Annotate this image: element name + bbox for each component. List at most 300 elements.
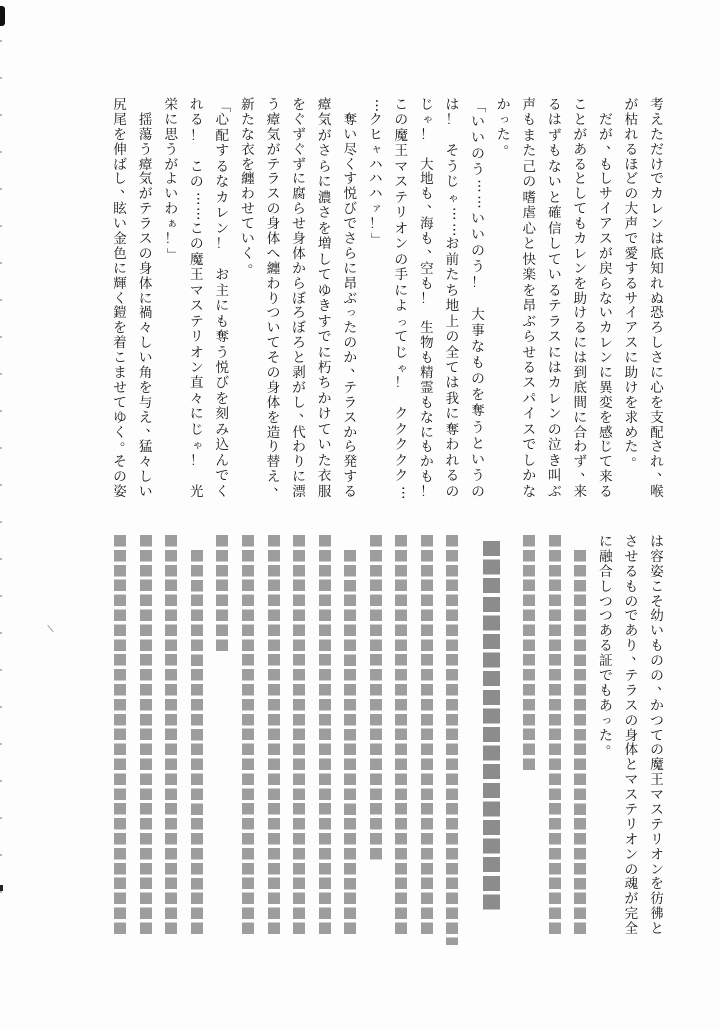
glyph: … — [474, 195, 491, 210]
glyph: 心 — [522, 220, 536, 237]
redacted-text-column — [242, 535, 254, 937]
glyph: さ — [317, 143, 332, 160]
glyph: 。 — [605, 736, 620, 753]
glyph: 腐 — [292, 186, 306, 203]
glyph: に — [317, 344, 332, 361]
glyph: じ — [189, 421, 204, 438]
glyph: と — [624, 757, 639, 774]
glyph: … — [372, 98, 389, 113]
text-column — [624, 97, 645, 470]
text-column — [189, 97, 210, 500]
glyph: に — [624, 350, 639, 367]
glyph: 悦 — [343, 186, 357, 203]
glyph: も — [599, 156, 613, 173]
glyph: の — [266, 365, 281, 382]
glyph: も — [420, 350, 434, 367]
glyph: 色 — [113, 245, 127, 262]
glyph: 証 — [599, 653, 613, 670]
glyph: 精 — [420, 365, 434, 382]
glyph: っ — [396, 314, 408, 328]
glyph: 異 — [599, 379, 613, 396]
redacted-text-column — [140, 535, 152, 937]
glyph: 昂 — [343, 275, 357, 292]
glyph: 事 — [471, 323, 485, 340]
glyph: い — [547, 174, 562, 191]
glyph: は — [445, 375, 460, 392]
glyph: ス — [343, 409, 357, 426]
glyph: ン — [650, 216, 664, 233]
glyph: 尾 — [113, 111, 127, 128]
glyph: ゃ — [396, 360, 408, 374]
glyph: の — [624, 593, 639, 610]
glyph: は — [573, 350, 588, 367]
glyph: た — [599, 727, 613, 744]
glyph: れ — [650, 454, 664, 471]
glyph: な — [547, 158, 562, 175]
glyph: の — [138, 245, 153, 262]
glyph: ァ — [371, 201, 383, 215]
glyph: 楽 — [522, 267, 536, 284]
glyph: い — [650, 623, 664, 640]
glyph: 、 — [426, 239, 441, 256]
glyph: の — [624, 712, 639, 729]
glyph: せ — [113, 379, 127, 396]
glyph: テ — [394, 189, 409, 206]
glyph: ら — [343, 439, 357, 456]
glyph: 揺 — [138, 111, 153, 128]
text-column — [164, 98, 179, 262]
redacted-text-column — [268, 535, 280, 937]
text-column — [650, 534, 671, 938]
glyph: 全 — [445, 344, 460, 361]
glyph: ず — [292, 156, 306, 173]
redacted-text-column — [421, 535, 433, 937]
glyph: へ — [266, 245, 281, 262]
glyph: ス — [624, 335, 639, 352]
glyph: と — [573, 171, 588, 188]
glyph: い — [471, 226, 485, 243]
glyph: ラ — [138, 216, 153, 233]
glyph: 漂 — [292, 484, 306, 501]
glyph: カ — [215, 189, 230, 206]
glyph: 、 — [120, 180, 134, 197]
glyph: 伸 — [113, 141, 127, 158]
glyph: 瘴 — [317, 97, 332, 113]
glyph: に — [164, 111, 178, 128]
glyph: ゆ — [113, 409, 127, 426]
glyph: に — [445, 406, 460, 423]
glyph — [189, 144, 204, 159]
glyph: テ — [266, 156, 281, 173]
redacted-text-column — [344, 550, 356, 937]
glyph: い — [599, 305, 613, 322]
glyph: く — [113, 290, 127, 307]
glyph: も — [215, 313, 230, 330]
glyph: い — [471, 114, 485, 131]
glyph: で — [599, 668, 613, 685]
glyph: 来 — [573, 484, 588, 501]
glyph: う — [215, 344, 230, 361]
glyph: せ — [241, 201, 255, 218]
glyph: ん — [215, 452, 230, 469]
glyph: 体 — [266, 394, 281, 411]
glyph: す — [317, 313, 332, 330]
glyph: の — [624, 861, 639, 878]
glyph: さ — [650, 350, 664, 367]
text-column — [573, 97, 594, 501]
glyph: ま — [522, 127, 536, 144]
glyph: が — [317, 127, 332, 144]
glyph: な — [241, 126, 255, 143]
glyph: の — [650, 742, 664, 759]
glyph: 新 — [241, 97, 255, 113]
glyph: り — [266, 290, 281, 307]
glyph: ク — [394, 452, 409, 469]
glyph: そ — [113, 454, 127, 471]
glyph: そ — [445, 143, 460, 160]
glyph: こ — [189, 220, 204, 237]
glyph: の — [471, 242, 485, 259]
glyph: か — [343, 350, 357, 367]
glyph — [138, 98, 153, 113]
glyph: の — [189, 174, 204, 191]
glyph: カ — [599, 320, 613, 337]
glyph: ！ — [394, 375, 409, 392]
glyph: 蕩 — [138, 126, 153, 143]
glyph: と — [547, 189, 562, 206]
glyph: 与 — [138, 394, 153, 411]
glyph: ら — [292, 201, 306, 218]
glyph: 前 — [445, 251, 460, 268]
glyph: る — [522, 359, 536, 376]
glyph: … — [193, 207, 210, 221]
glyph: レ — [573, 245, 588, 262]
glyph: が — [292, 379, 306, 396]
redacted-emphasis-line — [483, 541, 500, 914]
glyph: た — [496, 126, 511, 143]
glyph: い — [547, 267, 562, 284]
glyph: ン — [394, 236, 409, 253]
glyph: テ — [189, 313, 204, 330]
glyph: ク — [394, 437, 409, 454]
glyph: レ — [547, 390, 562, 407]
glyph: ン — [547, 406, 562, 423]
text-column — [624, 534, 645, 938]
redacted-text-column — [395, 535, 407, 937]
glyph: オ — [189, 344, 204, 361]
glyph: ぼ — [292, 320, 306, 337]
glyph: た — [624, 439, 639, 456]
glyph: 朽 — [317, 359, 332, 376]
glyph: れ — [445, 452, 460, 469]
glyph: 々 — [138, 320, 153, 337]
glyph: も — [599, 682, 613, 699]
glyph: 剥 — [292, 365, 306, 382]
glyph: ぬ — [650, 290, 664, 307]
glyph: り — [266, 439, 281, 456]
glyph: リ — [650, 831, 664, 848]
glyph: … — [398, 485, 415, 500]
glyph: ス — [624, 787, 639, 804]
glyph: し — [599, 578, 613, 595]
glyph: ！ — [471, 274, 485, 291]
glyph — [343, 98, 358, 113]
glyph: に — [189, 406, 204, 423]
text-column — [445, 97, 466, 500]
glyph: 「 — [215, 98, 232, 113]
glyph: な — [471, 339, 485, 356]
glyph: に — [138, 290, 153, 307]
glyph: ！ — [420, 290, 434, 307]
glyph: 泣 — [547, 437, 562, 454]
glyph: は — [445, 97, 460, 113]
glyph: 魔 — [394, 127, 409, 144]
glyph: 。 — [120, 433, 134, 450]
glyph: か — [317, 390, 332, 407]
glyph: 配 — [215, 127, 230, 144]
glyph: を — [522, 282, 536, 299]
glyph: き — [547, 452, 562, 469]
glyph: 」 — [163, 247, 180, 262]
glyph: 間 — [573, 394, 588, 411]
glyph: と — [522, 236, 536, 253]
glyph: は — [650, 231, 664, 248]
glyph: な — [522, 483, 536, 500]
glyph: ラ — [547, 313, 562, 330]
glyph: る — [624, 141, 639, 158]
glyph: し — [573, 186, 588, 203]
glyph: ア — [599, 216, 613, 233]
glyph: 昂 — [522, 298, 536, 315]
glyph: 幼 — [650, 608, 664, 625]
glyph: を — [241, 156, 255, 173]
glyph: ち — [445, 282, 460, 299]
glyph: 恐 — [650, 305, 664, 322]
glyph: れ — [189, 97, 204, 113]
glyph: そ — [266, 350, 281, 367]
text-column — [598, 534, 620, 758]
glyph: ら — [522, 329, 536, 346]
glyph: こ — [573, 97, 588, 113]
glyph: 替 — [266, 454, 281, 471]
glyph: を — [113, 126, 127, 143]
glyph: … — [193, 191, 210, 206]
redacted-text-column — [574, 550, 586, 937]
glyph: さ — [317, 205, 332, 222]
glyph: 物 — [420, 335, 434, 352]
glyph: マ — [624, 772, 639, 789]
glyph: 着 — [113, 335, 127, 352]
glyph: 々 — [138, 454, 153, 471]
redacted-text-column — [191, 550, 203, 937]
glyph: も — [420, 275, 434, 292]
glyph: 栄 — [164, 97, 178, 113]
glyph: え — [650, 111, 664, 128]
glyph: 増 — [317, 236, 332, 253]
glyph: 支 — [650, 409, 664, 426]
glyph: オ — [624, 831, 639, 848]
glyph: わ — [292, 439, 306, 456]
glyph: あ — [599, 623, 613, 640]
glyph: ぁ — [166, 216, 178, 230]
glyph: 、 — [580, 463, 594, 480]
glyph: な — [599, 290, 613, 307]
glyph: 助 — [624, 365, 639, 382]
glyph: 、 — [605, 135, 620, 152]
glyph: い — [471, 210, 485, 227]
glyph: の — [547, 421, 562, 438]
glyph: の — [343, 335, 357, 352]
text-column — [650, 97, 671, 501]
glyph: 禍 — [138, 305, 153, 322]
glyph: テ — [624, 802, 639, 819]
glyph: ず — [547, 127, 562, 144]
glyph: ス — [189, 298, 204, 315]
glyph: 心 — [215, 112, 230, 129]
glyph: う — [471, 467, 485, 484]
glyph: う — [471, 162, 485, 179]
glyph: パ — [522, 390, 536, 407]
glyph: ら — [317, 158, 332, 175]
glyph: る — [624, 563, 639, 580]
glyph: 融 — [599, 548, 613, 565]
glyph: そ — [650, 593, 664, 610]
glyph: に — [292, 469, 306, 486]
glyph: に — [650, 365, 664, 382]
glyph: し — [317, 251, 332, 268]
glyph: な — [420, 409, 434, 426]
glyph: う — [471, 419, 485, 436]
text-column — [496, 97, 518, 158]
text-column — [113, 97, 134, 501]
glyph: に — [573, 409, 588, 426]
glyph: う — [138, 141, 153, 158]
glyph: 考 — [650, 97, 664, 113]
glyph: 魔 — [650, 757, 664, 774]
redacted-text-column — [165, 535, 177, 937]
glyph: て — [650, 727, 664, 744]
glyph: リ — [189, 329, 204, 346]
glyph: カ — [573, 231, 588, 248]
glyph: が — [599, 126, 613, 143]
glyph: る — [599, 638, 613, 655]
glyph: い — [471, 451, 485, 468]
glyph: い — [138, 484, 153, 501]
glyph: 濃 — [317, 189, 332, 206]
glyph: サ — [624, 290, 639, 307]
glyph — [445, 129, 460, 144]
glyph: イ — [599, 201, 613, 218]
glyph: け — [624, 379, 639, 396]
glyph: 造 — [266, 424, 281, 441]
glyph: 瘴 — [266, 111, 281, 128]
glyph: て — [266, 335, 281, 352]
glyph: り — [624, 638, 639, 655]
glyph: ！ — [368, 216, 383, 233]
glyph: 変 — [599, 394, 613, 411]
glyph: で — [624, 231, 639, 248]
glyph: て — [317, 421, 332, 438]
glyph: 地 — [420, 171, 434, 188]
glyph: ！ — [420, 484, 434, 501]
glyph: わ — [241, 186, 255, 203]
glyph: 姿 — [113, 484, 127, 501]
glyph: 上 — [445, 313, 460, 330]
glyph: す — [624, 260, 639, 277]
glyph: サ — [599, 186, 613, 203]
glyph: 奪 — [445, 421, 460, 438]
glyph: す — [343, 469, 357, 486]
glyph: 己 — [522, 158, 536, 175]
glyph: な — [215, 174, 230, 191]
glyph: 眩 — [113, 201, 127, 218]
glyph: わ — [445, 437, 460, 454]
glyph: 。 — [631, 448, 645, 465]
glyph: に — [113, 260, 127, 277]
glyph: 到 — [573, 365, 588, 382]
glyph: が — [624, 891, 639, 908]
glyph: ハ — [368, 156, 383, 173]
glyph: 完 — [624, 906, 639, 923]
glyph: わ — [164, 201, 178, 218]
glyph: の — [445, 329, 460, 346]
glyph: が — [164, 156, 178, 173]
glyph: け — [573, 305, 588, 322]
glyph: も — [624, 578, 639, 595]
glyph: ぐ — [292, 141, 306, 158]
glyph: 、 — [350, 358, 364, 375]
glyph: 手 — [394, 267, 409, 284]
glyph: わ — [266, 275, 281, 292]
glyph: て — [573, 201, 588, 218]
glyph: を — [138, 379, 153, 396]
glyph: 角 — [138, 365, 153, 382]
glyph: 虐 — [522, 205, 536, 222]
glyph: る — [573, 320, 588, 337]
glyph: さ — [343, 231, 357, 248]
glyph: ク — [394, 468, 409, 485]
glyph: 直 — [189, 375, 204, 392]
glyph: 来 — [599, 469, 613, 486]
glyph: ぶ — [547, 483, 562, 500]
glyph: 王 — [650, 772, 664, 789]
glyph: る — [547, 97, 562, 113]
glyph: ス — [522, 375, 536, 392]
glyph: 、 — [657, 463, 671, 480]
glyph: ま — [113, 365, 127, 382]
glyph: の — [189, 236, 204, 253]
text-column — [394, 97, 415, 500]
glyph: の — [624, 186, 639, 203]
text-column — [343, 98, 364, 501]
glyph: 身 — [624, 727, 639, 744]
glyph: を — [599, 409, 613, 426]
glyph: じ — [599, 439, 613, 456]
glyph: イ — [522, 406, 536, 423]
glyph: を — [624, 394, 639, 411]
glyph — [215, 253, 230, 268]
glyph: … — [449, 222, 466, 237]
glyph: で — [343, 216, 357, 233]
glyph: ス — [394, 174, 409, 191]
glyph: り — [292, 454, 306, 471]
glyph: が — [138, 186, 153, 203]
glyph: こ — [394, 97, 409, 113]
glyph: ！ — [189, 452, 204, 469]
glyph: の — [445, 483, 460, 500]
glyph: た — [241, 111, 255, 128]
glyph: 我 — [445, 390, 460, 407]
